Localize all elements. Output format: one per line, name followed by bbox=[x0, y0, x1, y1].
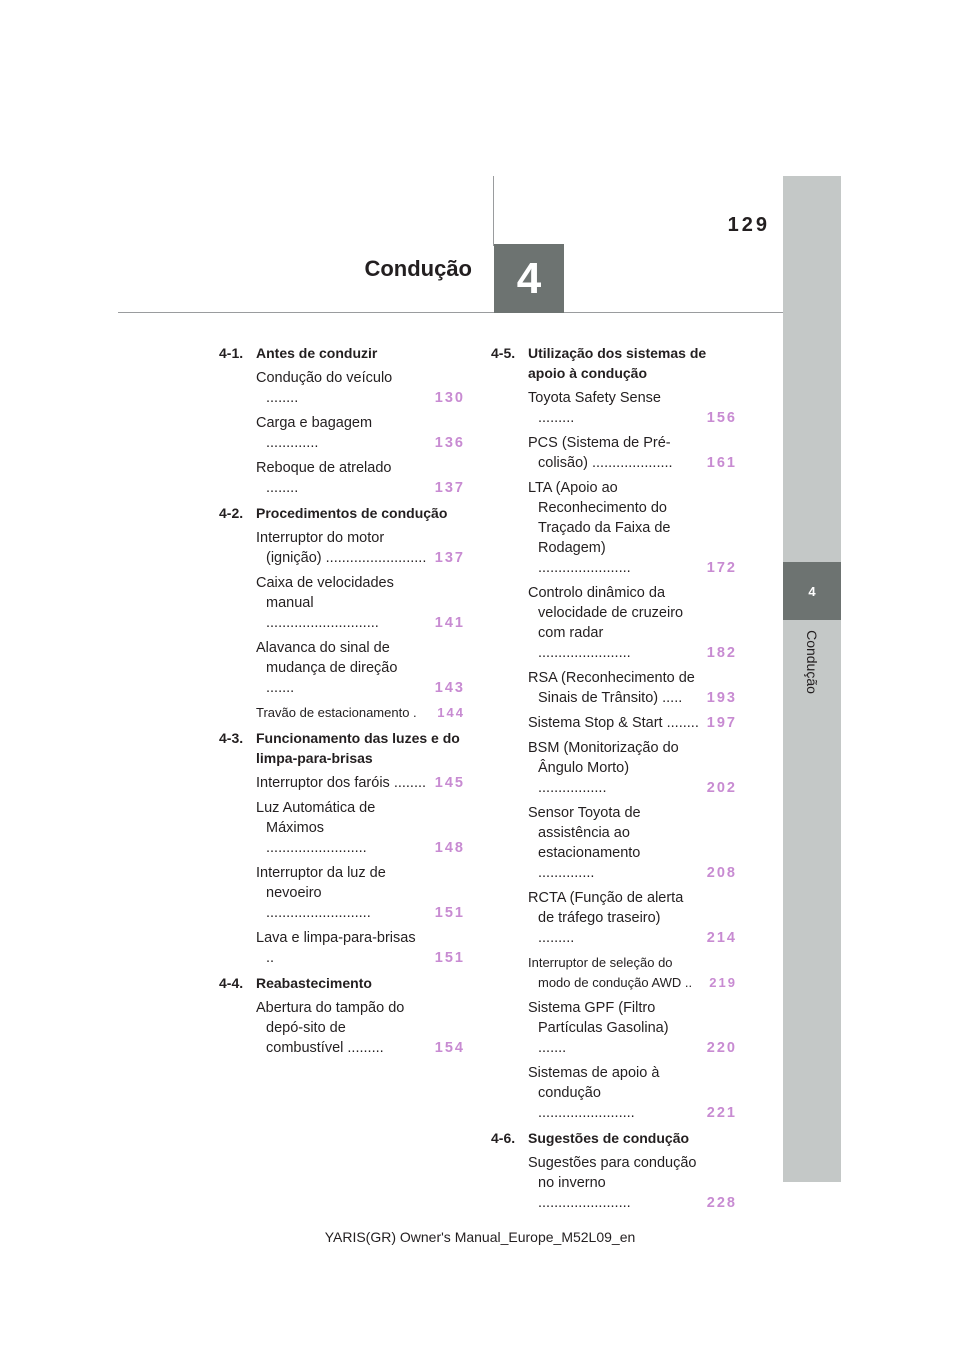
toc-entry-text: Interruptor dos faróis ........ bbox=[256, 775, 427, 791]
toc-entry[interactable] bbox=[491, 478, 737, 578]
toc-entry-page-link[interactable]: 214 bbox=[706, 930, 737, 946]
toc-entry[interactable] bbox=[219, 928, 465, 968]
toc-entry-page-link[interactable]: 148 bbox=[434, 840, 465, 856]
toc-entry[interactable] bbox=[219, 368, 465, 408]
toc-entry-text: Sistema GPF (Filtro Partículas Gasolina) ....... bbox=[528, 1000, 669, 1056]
toc-entry[interactable] bbox=[219, 863, 465, 923]
toc-entry-text: Carga e bagagem ............. bbox=[256, 415, 373, 451]
toc-entry-page-link[interactable]: 202 bbox=[706, 780, 737, 796]
toc-entry[interactable] bbox=[491, 953, 737, 993]
toc-section-title: Reabastecimento bbox=[256, 975, 372, 991]
toc-entry[interactable] bbox=[219, 998, 465, 1058]
toc-entry[interactable] bbox=[219, 773, 465, 793]
toc-entry[interactable] bbox=[491, 738, 737, 798]
toc-section-heading bbox=[491, 1128, 737, 1148]
header-vertical-rule bbox=[493, 176, 494, 246]
toc-entry[interactable] bbox=[219, 528, 465, 568]
toc-section-title: Antes de conduzir bbox=[256, 345, 378, 361]
toc-section-title: Utilização dos sistemas de apoio à condução bbox=[528, 345, 707, 381]
toc-entry[interactable] bbox=[219, 573, 465, 633]
toc-entry-page-link[interactable]: 141 bbox=[434, 615, 465, 631]
toc-entry[interactable] bbox=[491, 1063, 737, 1123]
toc-left-column bbox=[219, 343, 465, 1063]
toc-right-column bbox=[491, 343, 737, 1218]
toc-section-title: Sugestões de condução bbox=[528, 1130, 690, 1146]
toc-entry-text: Abertura do tampão do depó-sito de combustível ......... bbox=[256, 1000, 405, 1056]
toc-entry-text: Caixa de velocidades manual ............................ bbox=[256, 575, 394, 631]
toc-entry[interactable] bbox=[219, 703, 465, 723]
toc-entry-text: Luz Automática de Máximos ......................... bbox=[256, 800, 376, 856]
toc-section-title: Funcionamento das luzes e do limpa-para-brisas bbox=[256, 730, 460, 766]
toc-entry[interactable] bbox=[491, 888, 737, 948]
toc-entry[interactable] bbox=[219, 458, 465, 498]
toc-entry[interactable] bbox=[219, 798, 465, 858]
toc-entry-text: Reboque de atrelado ........ bbox=[256, 460, 392, 496]
toc-entry[interactable] bbox=[491, 583, 737, 663]
toc-entry-page-link[interactable]: 208 bbox=[706, 865, 737, 881]
toc-entry-page-link[interactable]: 197 bbox=[706, 715, 737, 731]
toc-entry-text: Toyota Safety Sense ......... bbox=[528, 390, 661, 426]
toc-entry-page-link[interactable]: 151 bbox=[434, 905, 465, 921]
toc-section-heading bbox=[219, 343, 465, 363]
toc-entry[interactable] bbox=[219, 638, 465, 698]
toc-entry-text: Alavanca do sinal de mudança de direção ....... bbox=[256, 640, 398, 696]
toc-entry-page-link[interactable]: 144 bbox=[437, 705, 465, 720]
side-tab-number: 4 bbox=[783, 562, 841, 620]
toc-entry-text: Travão de estacionamento . bbox=[256, 705, 417, 720]
toc-entry-page-link[interactable]: 143 bbox=[434, 680, 465, 696]
toc-entry[interactable] bbox=[491, 433, 737, 473]
toc-section-number: 4-6. bbox=[491, 1130, 516, 1146]
toc-entry-page-link[interactable]: 220 bbox=[706, 1040, 737, 1056]
toc-entry-text: Interruptor da luz de nevoeiro .......................... bbox=[256, 865, 386, 921]
toc-section-number: 4-4. bbox=[219, 975, 244, 991]
toc-entry-text: Lava e limpa-para-brisas .. bbox=[256, 930, 416, 966]
toc-entry-page-link[interactable]: 151 bbox=[434, 950, 465, 966]
toc-entry-page-link[interactable]: 182 bbox=[706, 645, 737, 661]
header-horizontal-rule bbox=[118, 312, 783, 313]
toc-entry-text: Sensor Toyota de assistência ao estacionamento .............. bbox=[528, 805, 641, 881]
toc-section-number: 4-2. bbox=[219, 505, 244, 521]
toc-entry[interactable] bbox=[491, 668, 737, 708]
toc-section-title: Procedimentos de condução bbox=[256, 505, 448, 521]
side-tab-label: Condução bbox=[804, 630, 820, 694]
chapter-title: Condução bbox=[364, 256, 472, 281]
toc-entry-page-link[interactable]: 193 bbox=[706, 690, 737, 706]
toc-entry-page-link[interactable]: 130 bbox=[434, 390, 465, 406]
toc-section-heading bbox=[219, 503, 465, 523]
toc-entry[interactable] bbox=[219, 413, 465, 453]
toc-entry-page-link[interactable]: 137 bbox=[434, 480, 465, 496]
toc-entry-text: Interruptor de seleção do modo de condução AWD .. bbox=[528, 955, 693, 990]
toc-section-number: 4-1. bbox=[219, 345, 244, 361]
toc-entry-page-link[interactable]: 219 bbox=[709, 975, 737, 990]
toc-entry[interactable] bbox=[491, 713, 737, 733]
toc-entry-text: Interruptor do motor (ignição) ......................... bbox=[256, 530, 427, 566]
toc-entry-text: Controlo dinâmico da velocidade de cruzeiro com radar ....................... bbox=[528, 585, 684, 661]
toc-entry-page-link[interactable]: 221 bbox=[706, 1105, 737, 1121]
toc-entry[interactable] bbox=[491, 1153, 737, 1213]
toc-entry-text: PCS (Sistema de Pré-colisão) .................... bbox=[528, 435, 673, 471]
toc-section-heading bbox=[219, 973, 465, 993]
toc-entry-text: Condução do veículo ........ bbox=[256, 370, 393, 406]
toc-entry-text: RCTA (Função de alerta de tráfego traseiro) ......... bbox=[528, 890, 684, 946]
toc-entry-page-link[interactable]: 161 bbox=[706, 455, 737, 471]
page-number: 129 bbox=[727, 214, 770, 236]
toc-entry-page-link[interactable]: 145 bbox=[434, 775, 465, 791]
toc-entry-text: BSM (Monitorização do Ângulo Morto) ................. bbox=[528, 740, 679, 796]
toc-section-number: 4-5. bbox=[491, 345, 516, 361]
toc-entry[interactable] bbox=[491, 388, 737, 428]
toc-entry-text: RSA (Reconhecimento de Sinais de Trânsito) ..... bbox=[528, 670, 695, 706]
toc-entry-page-link[interactable]: 136 bbox=[434, 435, 465, 451]
toc-entry[interactable] bbox=[491, 803, 737, 883]
toc-entry-text: LTA (Apoio ao Reconhecimento do Traçado da Faixa de Rodagem) ....................... bbox=[528, 480, 671, 576]
toc-entry-page-link[interactable]: 156 bbox=[706, 410, 737, 426]
toc-section-number: 4-3. bbox=[219, 730, 244, 746]
toc-entry-page-link[interactable]: 172 bbox=[706, 560, 737, 576]
toc-entry-text: Sistema Stop & Start ........ bbox=[528, 715, 699, 731]
toc-entry-text: Sugestões para condução no inverno ....................... bbox=[528, 1155, 697, 1211]
toc-entry-page-link[interactable]: 228 bbox=[706, 1195, 737, 1211]
toc-entry[interactable] bbox=[491, 998, 737, 1058]
chapter-number-box: 4 bbox=[494, 244, 564, 313]
toc-entry-page-link[interactable]: 137 bbox=[434, 550, 465, 566]
toc-section-heading bbox=[491, 343, 737, 383]
toc-entry-page-link[interactable]: 154 bbox=[434, 1040, 465, 1056]
toc-section-heading bbox=[219, 728, 465, 768]
footer-text: YARIS(GR) Owner's Manual_Europe_M52L09_en bbox=[324, 1229, 636, 1245]
toc-entry-text: Sistemas de apoio à condução ........................ bbox=[528, 1065, 660, 1121]
